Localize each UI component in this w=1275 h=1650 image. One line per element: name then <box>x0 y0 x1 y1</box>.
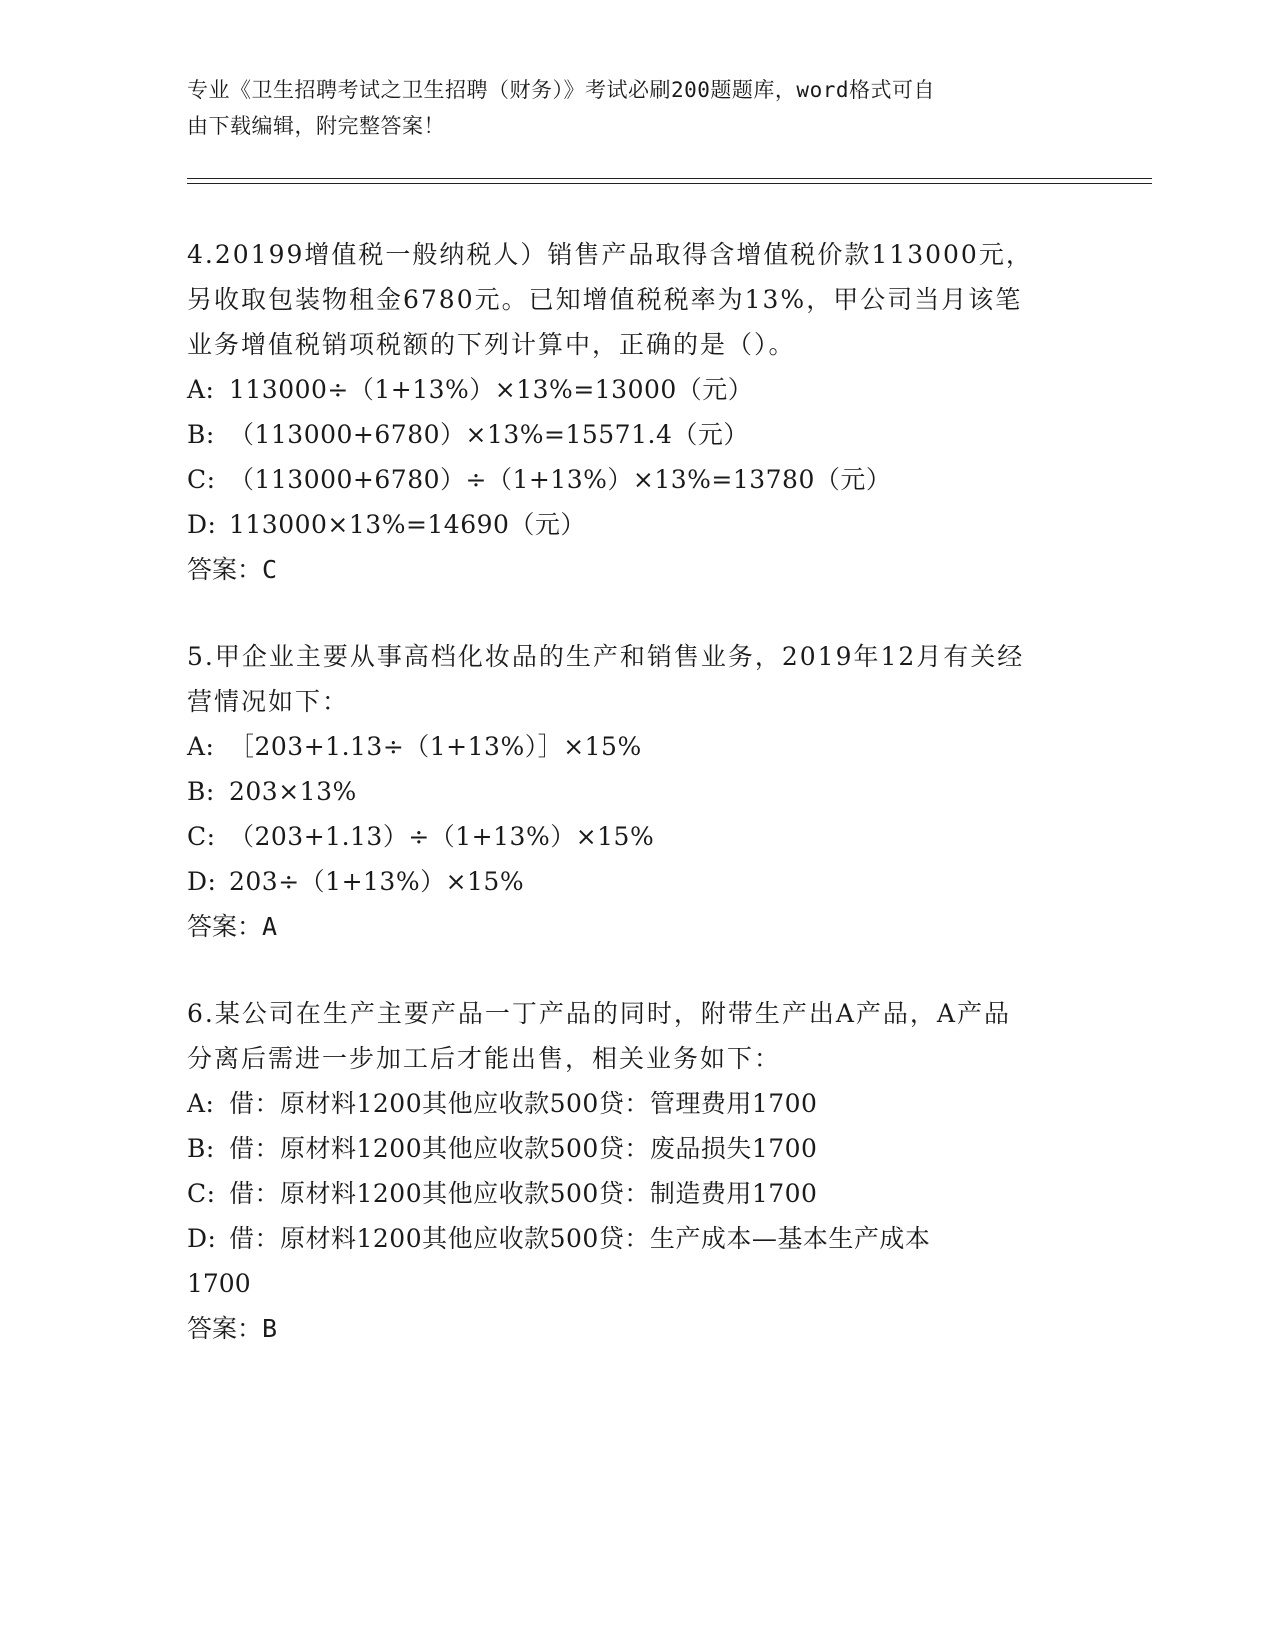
option-d <box>187 1216 1087 1261</box>
option-label: D: <box>187 1224 217 1253</box>
option-text: 203×13% <box>229 777 357 806</box>
stem-line: 4.20199增值税一般纳税人）销售产品取得含增值税价款113000元， <box>187 240 1033 269</box>
option-label: D: <box>187 867 217 896</box>
option-text: 借：原材料1200其他应收款500贷：制造费用1700 <box>229 1179 818 1208</box>
option-c <box>187 457 1087 502</box>
option-label: B: <box>187 777 215 806</box>
stem-line: 业务增值税销项税额的下列计算中，正确的是（）。 <box>187 330 796 359</box>
option-label: A: <box>187 375 215 404</box>
option-text: （203+1.13）÷（1+13%）×15% <box>229 822 655 851</box>
stem-line: 另收取包装物租金6780元。已知增值税税率为13%，甲公司当月该笔 <box>187 285 1023 314</box>
option-d-continuation: 1700 <box>187 1269 251 1298</box>
option-label: C: <box>187 465 216 494</box>
stem-line: 营情况如下： <box>187 687 350 716</box>
option-b <box>187 1126 1087 1171</box>
header-line-1: 专业《卫生招聘考试之卫生招聘（财务）》考试必刷200题题库，word格式可自 <box>187 78 935 102</box>
option-d <box>187 859 1087 904</box>
question-list <box>187 232 1087 1393</box>
option-a <box>187 367 1087 412</box>
question-5 <box>187 634 1087 949</box>
option-text: （113000+6780）÷（1+13%）×13%=13780（元） <box>229 465 892 494</box>
question-stem <box>187 232 1087 367</box>
option-text: 203÷（1+13%）×15% <box>229 867 525 896</box>
option-label: C: <box>187 1179 216 1208</box>
stem-line: 5.甲企业主要从事高档化妆品的生产和销售业务，2019年12月有关经 <box>187 642 1025 671</box>
option-label: C: <box>187 822 216 851</box>
option-label: D: <box>187 510 217 539</box>
option-label: A: <box>187 1089 215 1118</box>
option-c <box>187 1171 1087 1216</box>
option-b <box>187 412 1087 457</box>
option-label: B: <box>187 1134 215 1163</box>
question-stem <box>187 991 1087 1081</box>
answer-line: 答案：C <box>187 555 278 584</box>
question-4 <box>187 232 1087 592</box>
option-label: A: <box>187 732 215 761</box>
stem-line: 6.某公司在生产主要产品一丁产品的同时，附带生产出A产品，A产品 <box>187 999 1011 1028</box>
option-text: 借：原材料1200其他应收款500贷：废品损失1700 <box>229 1134 818 1163</box>
header-divider-bottom <box>187 183 1152 184</box>
option-text: 借：原材料1200其他应收款500贷：生产成本—基本生产成本 <box>229 1224 931 1253</box>
option-d <box>187 502 1087 547</box>
option-a <box>187 724 1087 769</box>
option-text: 113000×13%=14690（元） <box>229 510 586 539</box>
option-label: B: <box>187 420 215 449</box>
question-6 <box>187 991 1087 1351</box>
option-text: 113000÷（1+13%）×13%=13000（元） <box>229 375 754 404</box>
header-line-2: 由下载编辑，附完整答案！ <box>187 114 445 138</box>
answer-line: 答案：A <box>187 912 278 941</box>
answer-line: 答案：B <box>187 1314 278 1343</box>
question-stem <box>187 634 1087 724</box>
option-a <box>187 1081 1087 1126</box>
header-divider-top <box>187 178 1152 179</box>
option-b <box>187 769 1087 814</box>
option-text: 借：原材料1200其他应收款500贷：管理费用1700 <box>229 1089 818 1118</box>
option-text: ［203+1.13÷（1+13%）］×15% <box>229 732 642 761</box>
document-header <box>187 72 1067 144</box>
option-text: （113000+6780）×13%=15571.4（元） <box>229 420 749 449</box>
option-c <box>187 814 1087 859</box>
stem-line: 分离后需进一步加工后才能出售，相关业务如下： <box>187 1044 782 1073</box>
